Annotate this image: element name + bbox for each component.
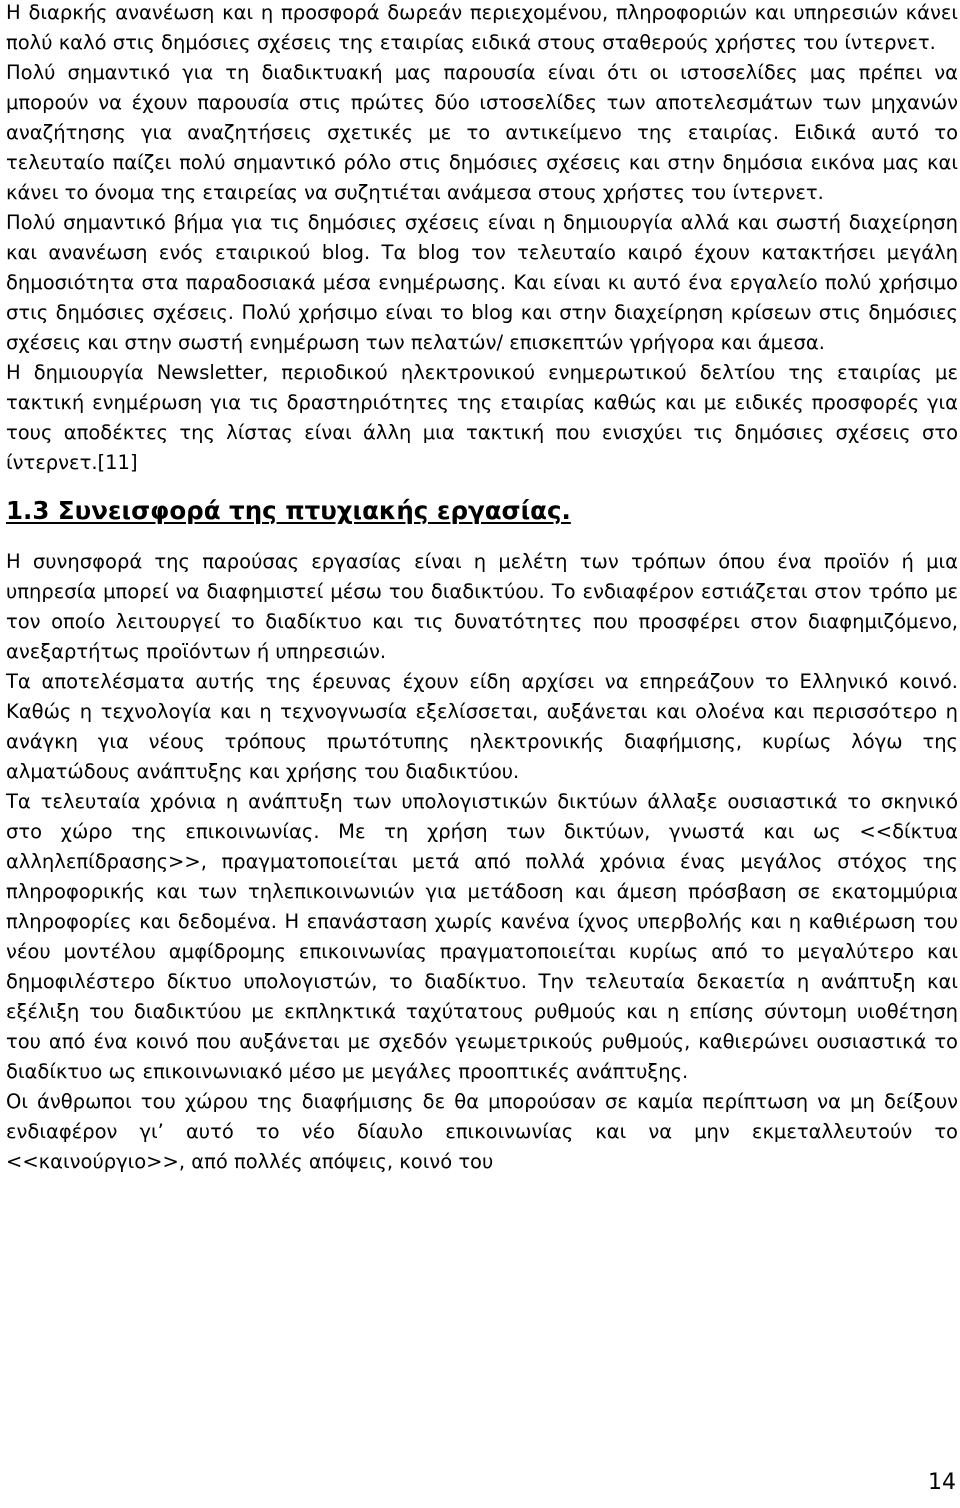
paragraph-4: Η δημιουργία Newsletter, περιοδικού ηλεκτρονικού ενημερωτικού δελτίου της εταιρίας με τακτική ενημέρωση για τις δραστηριότητες της εταιρίας καθώς και με ειδικές προσφορές για τους αποδέκτες της λίστας είναι άλλη μια τακτική που ενισχύει τις δημόσιες σχέσεις στο ίντερνετ.[11] xyxy=(6,361,958,474)
section-heading: 1.3 Συνεισφορά της πτυχιακής εργασίας. xyxy=(6,496,571,525)
page-number: 14 xyxy=(928,1470,956,1495)
paragraph-1: Η διαρκής ανανέωση και η προσφορά δωρεάν περιεχομένου, πληροφοριών και υπηρεσιών κάνει πολύ καλό στις δημόσιες σχέσεις της εταιρίας ειδικά στους σταθερούς χρήστες του ίντερνετ. xyxy=(6,1,958,54)
paragraph-2: Πολύ σημαντικό για τη διαδικτυακή μας παρουσία είναι ότι οι ιστοσελίδες μας πρέπει να μπορούν να έχουν παρουσία στις πρώτες δύο ιστοσελίδες των αποτελεσμάτων των μηχανών αναζήτησης για αναζητήσεις σχετικές με το αντικείμενο της εταιρίας. Ειδικά αυτό το τελευταίο παίζει πολύ σημαντικό ρόλο στις δημόσιες σχέσεις και στην δημόσια εικόνα μας και κάνει το όνομα της εταιρείας να συζητιέται ανάμεσα στους χρήστες του ίντερνετ. xyxy=(6,61,958,204)
paragraph-3: Πολύ σημαντικό βήμα για τις δημόσιες σχέσεις είναι η δημιουργία αλλά και σωστή διαχείρηση και ανανέωση ενός εταιρικού blog. Τα blog τον τελευταίο καιρό έχουν κατακτήσει μεγάλη δημοσιότητα στα παραδοσιακά μέσα ενημέρωσης. Και είναι κι αυτό ένα εργαλείο πολύ χρήσιμο στις δημόσιες σχέσεις. Πολύ χρήσιμο είναι το blog και στην διαχείρηση κρίσεων στις δημόσιες σχέσεις και στην σωστή ενημέρωση των πελατών/ επισκεπτών γρήγορα και άμεσα. xyxy=(6,211,958,354)
document-page xyxy=(6,0,958,1177)
paragraph-8: Οι άνθρωποι του χώρου της διαφήμισης δε θα μπορούσαν σε καμία περίπτωση να μη δείξουν ενδιαφέρον γι’ αυτό το νέο δίαυλο επικοινωνίας και να μην εκμεταλλευτούν το <<καινούργιο>>, από πολλές απόψεις, κοινό του xyxy=(6,1090,958,1173)
paragraph-6: Τα αποτελέσματα αυτής της έρευνας έχουν είδη αρχίσει να επηρεάζουν το Ελληνικό κοινό. Καθώς η τεχνολογία και η τεχνογνωσία εξελίσσεται, αυξάνεται και ολοένα και περισσότερο η ανάγκη για νέους τρόπους πρωτότυπης ηλεκτρονικής διαφήμισης, κυρίως λόγω της αλματώδους ανάπτυξης και χρήσης του διαδικτύου. xyxy=(6,670,958,783)
paragraph-7: Τα τελευταία χρόνια η ανάπτυξη των υπολογιστικών δικτύων άλλαξε ουσιαστικά το σκηνικό στο χώρο της επικοινωνίας. Με τη χρήση των δικτύων, γνωστά και ως <<δίκτυα αλληλεπίδρασης>>, πραγματοποιείται μετά από πολλά χρόνια ένας μεγάλος στόχος της πληροφορικής και των τηλεπικοινωνιών για μετάδοση και άμεση πρόσβαση σε εκατομμύρια πληροφορίες και δεδομένα. Η επανάσταση χωρίς κανένα ίχνος υπερβολής και η καθιέρωση του νέου μοντέλου αμφίδρομης επικοινωνίας πραγματοποιείται κυρίως από το μεγαλύτερο και δημοφιλέστερο δίκτυο υπολογιστών, το διαδίκτυο. Την τελευταία δεκαετία η ανάπτυξη και εξέλιξη του διαδικτύου με εκπληκτικά ταχύτατους ρυθμούς και η επίσης σύντομη υιοθέτηση του από ένα κοινό που αυξάνεται με σχεδόν γεωμετρικούς ρυθμούς, καθιερώνει ουσιαστικά το διαδίκτυο ως επικοινωνιακό μέσο με μεγάλες προοπτικές ανάπτυξης. xyxy=(6,790,958,1083)
paragraph-5: Η συνησφορά της παρούσας εργασίας είναι η μελέτη των τρόπων όπου ένα προϊόν ή μια υπηρεσία μπορεί να διαφημιστεί μέσω του διαδικτύου. Το ενδιαφέρον εστιάζεται στον τρόπο με τον οποίο λειτουργεί το διαδίκτυο και τις δυνατότητες που προσφέρει στον διαφημιζόμενο, ανεξαρτήτως προϊόντων ή υπηρεσιών. xyxy=(6,550,958,663)
